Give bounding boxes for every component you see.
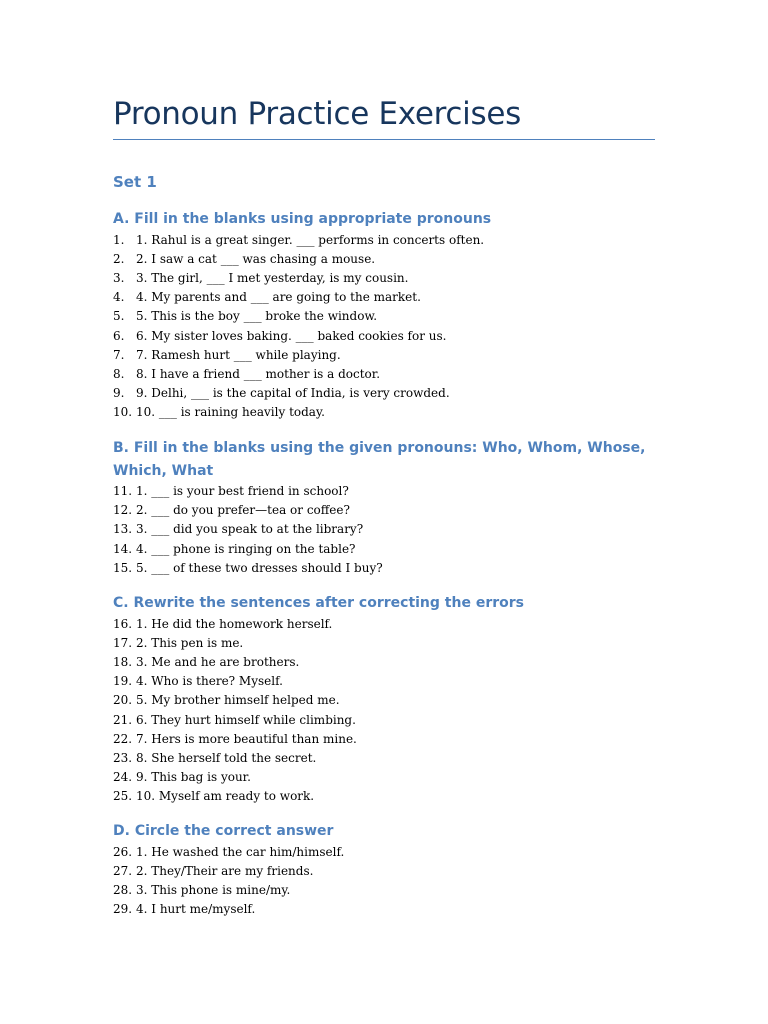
list-item <box>113 501 655 520</box>
item-number: 28. <box>113 882 133 897</box>
item-text: 3. The girl, ___ I met yesterday, is my cousin. <box>136 270 409 285</box>
item-number: 11. <box>113 484 133 498</box>
item-number: 7. <box>113 347 125 362</box>
document-title: Pronoun Practice Exercises <box>113 96 521 132</box>
list-item <box>113 231 655 250</box>
item-text: 4. ___ phone is ringing on the table? <box>136 541 356 556</box>
set-heading: Set 1 <box>113 173 157 191</box>
section-heading: B. Fill in the blanks using the given pronouns: Who, Whom, Whose, Which, What <box>113 440 646 479</box>
item-text: 1. He washed the car him/himself. <box>136 844 345 859</box>
section-heading: C. Rewrite the sentences after correcting the errors <box>113 595 524 611</box>
item-text: 6. They hurt himself while climbing. <box>136 712 356 727</box>
item-number: 26. <box>113 844 133 859</box>
list-item <box>113 403 655 422</box>
item-number: 8. <box>113 366 125 381</box>
item-text: 9. Delhi, ___ is the capital of India, is very crowded. <box>136 386 450 401</box>
exercise-list <box>113 231 655 423</box>
item-number: 3. <box>113 270 125 285</box>
title-underline-rule <box>113 139 655 140</box>
section-heading: D. Circle the correct answer <box>113 823 334 839</box>
list-item <box>113 843 655 862</box>
list-item <box>113 307 655 326</box>
item-text: 4. My parents and ___ are going to the market. <box>136 290 421 305</box>
item-number: 15. <box>113 560 133 575</box>
item-number: 27. <box>113 863 133 878</box>
item-number: 13. <box>113 522 133 537</box>
list-item <box>113 559 655 578</box>
item-number: 24. <box>113 770 133 785</box>
item-text: 2. They/Their are my friends. <box>136 863 314 878</box>
exercise-list <box>113 843 655 920</box>
item-number: 5. <box>113 309 125 324</box>
section-a <box>113 208 655 423</box>
list-item <box>113 520 655 539</box>
item-text: 10. Myself am ready to work. <box>136 789 315 804</box>
list-item <box>113 288 655 307</box>
item-number: 12. <box>113 503 133 518</box>
list-item <box>113 365 655 384</box>
list-item <box>113 768 655 787</box>
item-text: 3. This phone is mine/my. <box>136 882 291 897</box>
list-item <box>113 672 655 691</box>
item-text: 1. Rahul is a great singer. ___ performs in concerts often. <box>136 232 485 247</box>
list-item <box>113 615 655 634</box>
item-number: 23. <box>113 750 133 765</box>
item-text: 6. My sister loves baking. ___ baked cookies for us. <box>136 328 447 343</box>
item-number: 16. <box>113 616 133 631</box>
exercise-list <box>113 482 655 578</box>
list-item <box>113 787 655 806</box>
item-text: 3. ___ did you speak to at the library? <box>136 522 364 537</box>
item-number: 17. <box>113 635 133 650</box>
item-text: 1. ___ is your best friend in school? <box>136 484 349 498</box>
item-text: 10. ___ is raining heavily today. <box>136 405 325 420</box>
section-c <box>113 592 655 807</box>
list-item <box>113 691 655 710</box>
list-item <box>113 634 655 653</box>
item-number: 29. <box>113 902 133 917</box>
list-item <box>113 653 655 672</box>
section-d <box>113 820 655 919</box>
item-number: 14. <box>113 541 133 556</box>
item-text: 3. Me and he are brothers. <box>136 654 300 669</box>
list-item <box>113 711 655 730</box>
list-item <box>113 749 655 768</box>
item-text: 5. My brother himself helped me. <box>136 693 340 708</box>
exercise-list <box>113 615 655 807</box>
item-number: 1. <box>113 232 125 247</box>
item-number: 21. <box>113 712 133 727</box>
item-text: 8. She herself told the secret. <box>136 750 317 765</box>
item-number: 19. <box>113 674 133 689</box>
item-text: 9. This bag is your. <box>136 770 251 785</box>
list-item <box>113 482 655 501</box>
item-text: 1. He did the homework herself. <box>136 616 333 631</box>
item-text: 2. ___ do you prefer—tea or coffee? <box>136 503 350 518</box>
item-number: 4. <box>113 290 125 305</box>
item-text: 5. ___ of these two dresses should I buy? <box>136 560 383 575</box>
item-text: 8. I have a friend ___ mother is a doctor. <box>136 366 381 381</box>
item-number: 25. <box>113 789 133 804</box>
section-heading: A. Fill in the blanks using appropriate pronouns <box>113 211 492 227</box>
list-item <box>113 346 655 365</box>
item-text: 7. Hers is more beautiful than mine. <box>136 731 357 746</box>
item-text: 2. I saw a cat ___ was chasing a mouse. <box>136 251 376 266</box>
list-item <box>113 900 655 919</box>
item-text: 4. Who is there? Myself. <box>136 674 283 689</box>
item-number: 2. <box>113 251 125 266</box>
item-number: 9. <box>113 386 125 401</box>
item-text: 7. Ramesh hurt ___ while playing. <box>136 347 341 362</box>
list-item <box>113 327 655 346</box>
item-number: 20. <box>113 693 133 708</box>
item-number: 6. <box>113 328 125 343</box>
item-number: 18. <box>113 654 133 669</box>
item-number: 22. <box>113 731 133 746</box>
item-text: 4. I hurt me/myself. <box>136 902 256 917</box>
list-item <box>113 862 655 881</box>
list-item <box>113 540 655 559</box>
list-item <box>113 730 655 749</box>
item-number: 10. <box>113 405 133 420</box>
section-b <box>113 437 655 578</box>
list-item <box>113 269 655 288</box>
list-item <box>113 881 655 900</box>
list-item <box>113 250 655 269</box>
item-text: 5. This is the boy ___ broke the window. <box>136 309 378 324</box>
list-item <box>113 384 655 403</box>
item-text: 2. This pen is me. <box>136 635 244 650</box>
